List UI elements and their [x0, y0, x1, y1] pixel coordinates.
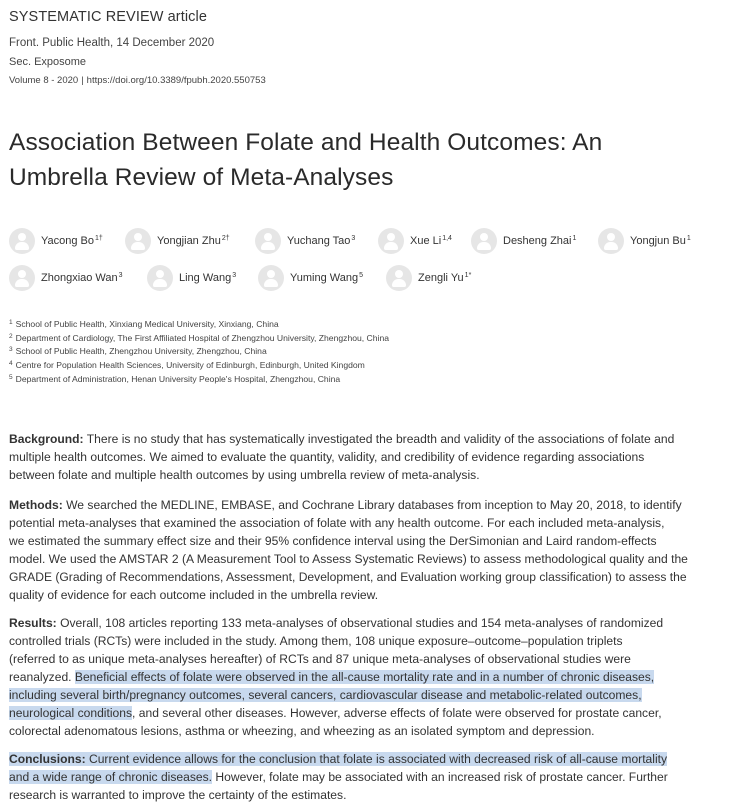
- affiliation-list: [9, 316, 709, 384]
- avatar-icon: [598, 228, 624, 254]
- avatar-icon: [125, 228, 151, 254]
- affiliation-text: School of Public Health, Zhengzhou University, Zhengzhou, China: [15, 346, 267, 357]
- abstract-methods: [9, 496, 731, 604]
- volume-doi: [9, 75, 266, 86]
- avatar-icon: [258, 265, 284, 291]
- methods-text: potential meta-analyses that examined the association of folate with any health outcome. For each included meta-analysis,: [9, 516, 665, 530]
- author-sup: 1†: [95, 235, 103, 242]
- methods-text: we estimated the summary effect size and their 95% confidence interval using the DerSimonian and Laird random-effects: [9, 534, 657, 548]
- affiliation-item: [9, 343, 709, 357]
- author-sup: 3: [351, 235, 356, 242]
- results-text: reanalyzed.: [9, 670, 75, 684]
- methods-text: We searched the MEDLINE, EMBASE, and Cochrane Library databases from inception to May 20, 2018, to identify: [62, 498, 682, 512]
- results-text: controlled trials (RCTs) were included in the study. Among them, 108 unique exposure–outcome–population triplets: [9, 634, 623, 648]
- author-item[interactable]: [125, 228, 230, 254]
- author-sup: 1: [686, 235, 691, 242]
- author-item[interactable]: [386, 265, 471, 291]
- author-item[interactable]: [255, 228, 355, 254]
- avatar-icon: [9, 265, 35, 291]
- affiliation-item: [9, 371, 709, 385]
- avatar-icon: [9, 228, 35, 254]
- author-name: Zengli Yu: [418, 272, 464, 284]
- author-sup: 1: [572, 235, 577, 242]
- avatar-icon: [378, 228, 404, 254]
- affiliation-item: [9, 330, 709, 344]
- highlighted-text: neurological conditions: [9, 706, 133, 720]
- title-line-2: Umbrella Review of Meta-Analyses: [9, 164, 394, 191]
- abstract-conclusions: [9, 750, 731, 804]
- affiliation-num: 5: [9, 373, 13, 381]
- results-text: (referred to as unique meta-analyses hereafter) of RCTs and 87 unique meta-analyses of observational studies were: [9, 652, 631, 666]
- author-item[interactable]: [378, 228, 452, 254]
- results-text: Overall, 108 articles reporting 133 meta-analyses of observational studies and 154 meta-analyses of randomized: [56, 616, 664, 630]
- results-text: colorectal adenomatous lesions, asthma or wheezing, and wheezing as an isolated symptom and depression.: [9, 724, 595, 738]
- avatar-icon: [255, 228, 281, 254]
- author-name: Yuming Wang: [290, 272, 359, 284]
- affiliation-num: 3: [9, 346, 13, 354]
- highlighted-text: including several birth/pregnancy outcomes, several cancers, cardiovascular disease and metabolic-related outcomes,: [9, 688, 642, 702]
- doi-link[interactable]: https://doi.org/10.3389/fpubh.2020.550753: [86, 75, 266, 86]
- affiliation-item: [9, 357, 709, 371]
- author-name: Yuchang Tao: [287, 235, 351, 247]
- author-name: Yongjun Bu: [630, 235, 686, 247]
- article-type: SYSTEMATIC REVIEW article: [9, 9, 208, 25]
- author-name: Xue Li: [410, 235, 442, 247]
- author-sup: 5: [359, 272, 363, 279]
- author-name: Yongjian Zhu: [157, 235, 221, 247]
- author-item[interactable]: [147, 265, 236, 291]
- title-line-1: Association Between Folate and Health Outcomes: An: [9, 129, 603, 156]
- conclusions-text: research is warranted to improve the certainty of the estimates.: [9, 788, 347, 802]
- background-text: between folate and multiple health outcomes by using umbrella review of meta-analysis.: [9, 468, 480, 482]
- affiliation-num: 2: [9, 332, 13, 340]
- background-text: multiple health outcomes. We aimed to evaluate the quantity, validity, and credibility of evidence regarding associations: [9, 450, 645, 464]
- section-label: Sec. Exposome: [9, 56, 87, 68]
- article-title: [9, 125, 699, 195]
- author-name: Desheng Zhai: [503, 235, 572, 247]
- author-sup: 3: [232, 272, 237, 279]
- author-name: Ling Wang: [179, 272, 232, 284]
- author-item[interactable]: [598, 228, 691, 254]
- affiliation-num: 1: [9, 319, 13, 326]
- abstract-background: [9, 430, 731, 484]
- affiliation-text: School of Public Health, Xinxiang Medical University, Xinxiang, China: [15, 319, 279, 329]
- methods-text: quality of evidence for each outcome included in the umbrella review.: [9, 588, 379, 602]
- highlighted-text: Current evidence allows for the conclusion that folate is associated with decreased risk of all-cause mortality: [85, 752, 668, 766]
- methods-label: Methods:: [9, 498, 63, 512]
- highlighted-text: Beneficial effects of folate were observed in the all-cause mortality rate and in a number of chronic diseases,: [74, 670, 655, 684]
- author-item[interactable]: [9, 228, 103, 254]
- results-text: , and several other diseases. However, adverse effects of folate were observed for prostate cancer,: [132, 706, 662, 720]
- author-item[interactable]: [471, 228, 576, 254]
- affiliation-text: Department of Administration, Henan University People's Hospital, Zhengzhou, China: [15, 373, 341, 384]
- conclusions-label: Conclusions:: [9, 752, 86, 766]
- affiliation-item: [9, 316, 709, 330]
- volume: Volume 8 - 2020: [9, 75, 79, 86]
- methods-text: GRADE (Grading of Recommendations, Assessment, Development, and Evaluation working group classification) to assess the: [9, 570, 687, 584]
- author-sup: 1*: [464, 272, 472, 279]
- author-name: Zhongxiao Wan: [41, 272, 118, 284]
- conclusions-text: However, folate may be associated with an increased risk of prostate cancer. Further: [212, 770, 668, 784]
- author-item[interactable]: [258, 265, 363, 291]
- affiliation-text: Department of Cardiology, The First Affiliated Hospital of Zhengzhou University, Zhengzhou, China: [15, 332, 390, 343]
- background-text: There is no study that has systematically investigated the breadth and validity of the associations of folate and: [83, 432, 675, 446]
- author-sup: 1,4: [442, 235, 452, 242]
- avatar-icon: [386, 265, 412, 291]
- results-label: Results:: [9, 616, 57, 630]
- methods-text: model. We used the AMSTAR 2 (A Measurement Tool to Assess Systematic Reviews) to assess methodological quality and the: [9, 552, 688, 566]
- journal-date: Front. Public Health, 14 December 2020: [9, 37, 215, 49]
- affiliation-num: 4: [9, 360, 13, 368]
- avatar-icon: [471, 228, 497, 254]
- author-sup: 3: [118, 272, 123, 279]
- affiliation-text: Centre for Population Health Sciences, University of Edinburgh, Edinburgh, United Kingdom: [15, 360, 365, 371]
- author-item[interactable]: [9, 265, 123, 291]
- avatar-icon: [147, 265, 173, 291]
- separator: |: [81, 75, 84, 86]
- author-sup: 2†: [221, 235, 230, 242]
- abstract-results: [9, 614, 731, 740]
- author-name: Yacong Bo: [41, 235, 95, 247]
- background-label: Background:: [9, 432, 84, 446]
- highlighted-text: and a wide range of chronic diseases.: [9, 770, 213, 784]
